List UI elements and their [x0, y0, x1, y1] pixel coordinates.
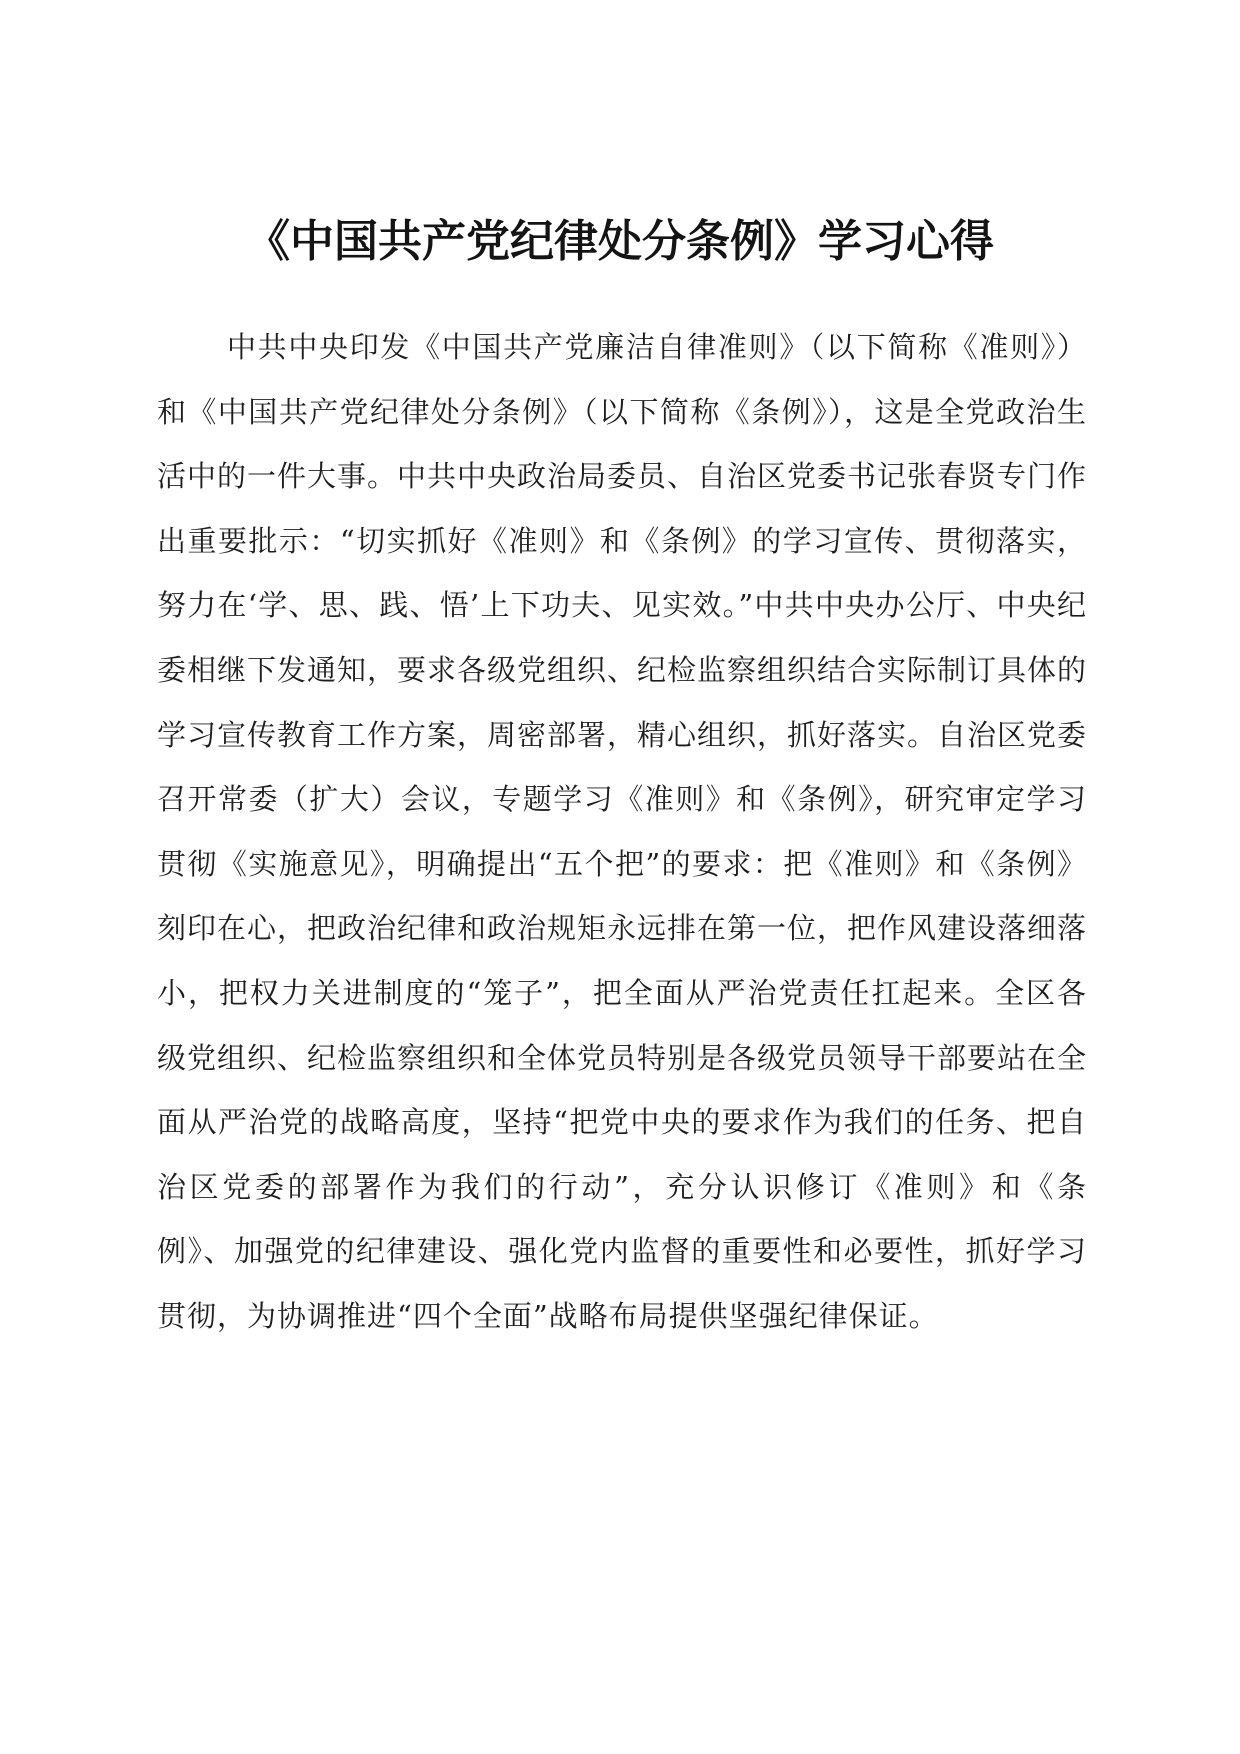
body-paragraph: 中共中央印发《中国共产党廉洁自律准则》（以下简称《准则》）和《中国共产党纪律处分条例》（以下简称《条例》），这是全党政治生活中的一件大事。中共中央政治局委员、自治区党委书记张春贤专门作出重要批示：“切实抓好《准则》和《条例》的学习宣传、贯彻落实，努力在‘学、思、践、悟’上下功夫、见实效。”中共中央办公厅、中央纪委相继下发通知，要求各级党组织、纪检监察组织结合实际制订具体的学习宣传教育工作方案，周密部署，精心组织，抓好落实。自治区党委召开常委（扩大）会议，专题学习《准则》和《条例》，研究审定学习贯彻《实施意见》，明确提出“五个把”的要求：把《准则》和《条例》刻印在心，把政治纪律和政治规矩永远排在第一位，把作风建设落细落小，把权力关进制度的“笼子”，把全面从严治党责任扛起来。全区各级党组织、纪检监察组织和全体党员特别是各级党员领导干部要站在全面从严治党的战略高度，坚持“把党中央的要求作为我们的任务、把自治区党委的部署作为我们的行动”，充分认识修订《准则》和《条例》、加强党的纪律建设、强化党内监督的重要性和必要性，抓好学习贯彻，为协调推进“四个全面”战略布局提供坚强纪律保证。 [157, 330, 1088, 1333]
document-title: 《中国共产党纪律处分条例》学习心得 [246, 216, 994, 267]
